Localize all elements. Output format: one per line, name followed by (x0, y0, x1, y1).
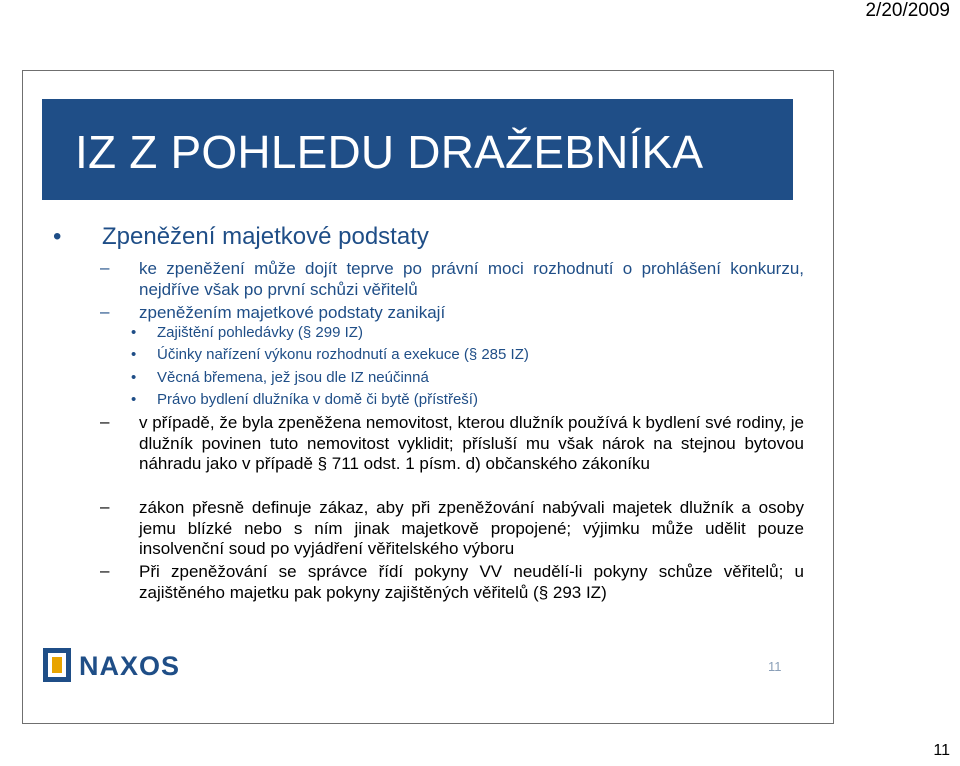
page-number: 11 (933, 742, 950, 759)
dash-icon: – (100, 561, 110, 580)
list-item-text: v případě, že byla zpeněžena nemovitost, kterou dlužník používá k bydlení své rodiny, je dlužník povinen tuto nemovitost vyklidit; přísluší mu však nárok na stejnou bytovou náhradu jako v případě § 711 odst. 1 písm. d) občanského zákoníku (139, 413, 804, 473)
list-item-text: zákon přesně definuje zákaz, aby při zpeněžování nabývali majetek dlužník a osoby jemu blízké nebo s ním jinak majetkově propojené; výjimku může udělit pouze insolvenční soud po vyjádření věřitelského výboru (139, 498, 804, 558)
naxos-logo (43, 648, 243, 684)
slide-title: IZ Z POHLEDU DRAŽEBNÍKA (75, 126, 704, 178)
list-item-text: ke zpeněžení může dojít teprve po právní moci rozhodnutí o prohlášení konkurzu, nejdříve však po první schůzi věřitelů (139, 259, 804, 299)
sub-item-text: Účinky nařízení výkonu rozhodnutí a exekuce (§ 285 IZ) (157, 346, 529, 363)
dash-icon: – (100, 497, 110, 516)
slide-number: 11 (768, 659, 782, 674)
dash-icon: – (100, 302, 110, 321)
list-item-text: zpeněžením majetkové podstaty zanikají (139, 303, 446, 322)
section-heading: Zpeněžení majetkové podstaty (102, 223, 429, 250)
bullet-icon: • (131, 346, 137, 363)
sub-item-text: Věcná břemena, jež jsou dle IZ neúčinná (157, 369, 429, 386)
dash-icon: – (100, 258, 110, 277)
bullet-icon: • (131, 391, 137, 408)
logo-text: NAXOS (79, 651, 181, 681)
slide (22, 70, 834, 724)
naxos-logo-icon (43, 648, 71, 682)
sub-item-text: Právo bydlení dlužníka v domě či bytě (přístřeší) (157, 391, 478, 408)
sub-item-text: Zajištění pohledávky (§ 299 IZ) (157, 324, 363, 341)
bullet-icon: • (131, 369, 137, 386)
dash-icon: – (100, 412, 110, 431)
slide-content (23, 71, 833, 723)
list-item-text: Při zpeněžování se správce řídí pokyny VV neudělí-li pokyny schůze věřitelů; u zajištěného majetku pak pokyny zajištěných věřitelů (§ 293 IZ) (139, 562, 804, 602)
page-date: 2/20/2009 (865, 0, 950, 21)
bullet-icon: • (131, 324, 137, 341)
bullet-icon: • (53, 223, 62, 250)
